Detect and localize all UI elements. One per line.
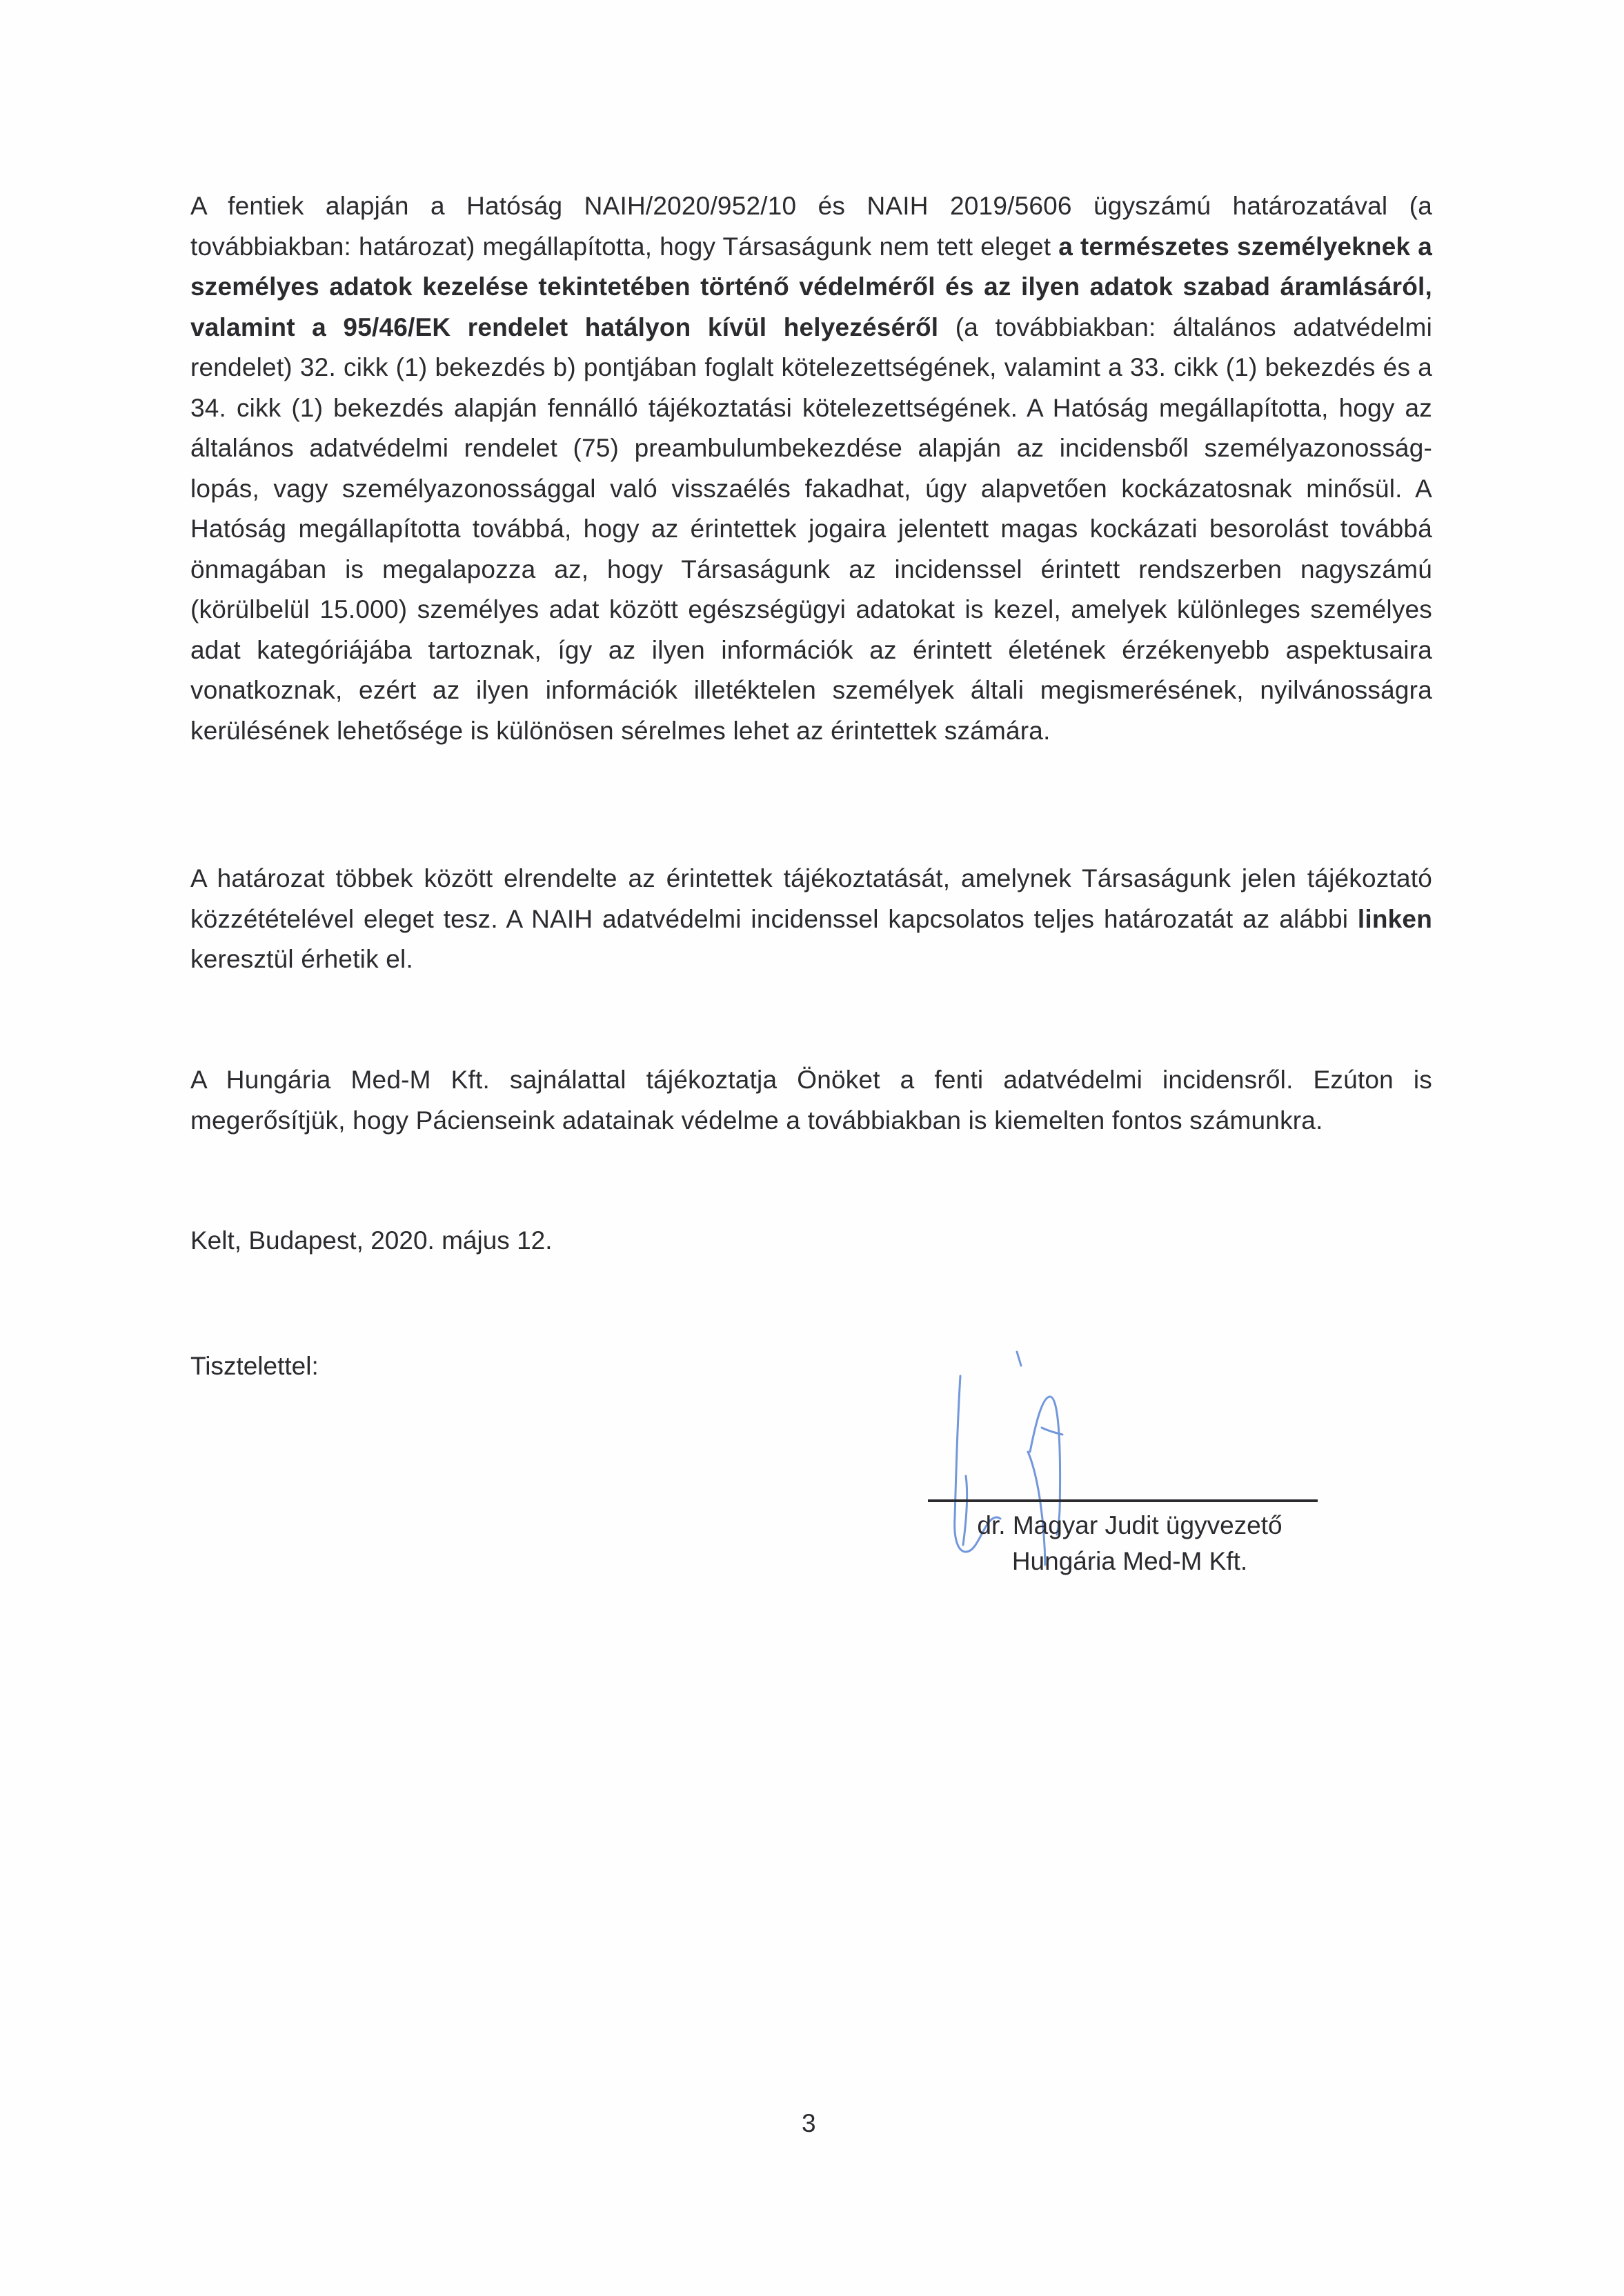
text-segment: A határozat többek között elrendelte az érintettek tájékoztatását, amelynek Társaságunk jelen tájékoztató közzétételével eleget tesz. A NAIH adatvédelmi incidenssel kapcsolatos teljes határozatát az alábbi <box>190 864 1432 933</box>
page-number: 3 <box>802 2109 816 2137</box>
text-segment: A fentiek alapján a Hatóság NAIH/2020/952/10 és NAIH 2019/5606 ügyszámú határozatával (a továbbiakban: határozat) megállapította, hogy Társaságunk nem tett eleget <box>190 192 1432 261</box>
bold-regulation-title: a természetes személyeknek a személyes adatok kezelése tekintetében történő védelméről és az ilyen adatok szabad áramlásáról, valamint a 95/46/EK rendelet hatályon kívül helyezéséről <box>190 232 1433 341</box>
text-segment: (a továbbiakban: általános adatvédelmi rendelet) 32. cikk (1) bekezdés b) pontjában foglalt kötelezettségének, valamint a 33. cikk (1) bekezdés és a 34. cikk (1) bekezdés alapján fennálló tájékoztatási kötelezettségének. A Hatóság megállapította, hogy az általános adatvédelmi rendelet (75) preambulumbekezdése alapján az incidensből személyazonosság-lopás, vagy személyazonossággal való visszaélés fakadhat, úgy alapvetően kockázatosnak minősül. A Hatóság megállapította továbbá, hogy az érintettek jogaira jelentett magas kockázati besorolást továbbá önmagában is megalapozza az, hogy Társaságunk az incidenssel érintett rendszerben nagyszámú (körülbelül 15.000) személyes adat között egészségügyi adatokat is kezel, amelyek különleges személyes adat kategóriájába tartoznak, így az ilyen információk az érintett életének érzékenyebb aspektusaira vonatkoznak, ezért az ilyen információk illetéktelen személyek általi megismerésének, nyilvánosságra kerülésének lehetősége is különösen sérelmes lehet az érintettek számára. <box>190 312 1432 745</box>
signatory-name-title: dr. Magyar Judit ügyvezető <box>977 1511 1283 1539</box>
date-line: Kelt, Budapest, 2020. május 12. <box>190 1226 553 1255</box>
closing-salutation: Tisztelettel: <box>190 1352 319 1380</box>
signature-line <box>928 1499 1318 1502</box>
text-segment: keresztül érhetik el. <box>190 945 413 973</box>
text-segment: A Hungária Med-M Kft. sajnálattal tájékoztatja Önöket a fenti adatvédelmi incidensről. Ezúton is megerősítjük, hogy Pácienseink adatainak védelme a továbbiakban is kiemelten fontos számunkra. <box>190 1066 1432 1135</box>
paragraph-notification-order <box>190 859 1432 980</box>
signatory-company: Hungária Med-M Kft. <box>1011 1547 1248 1575</box>
paragraph-apology <box>190 1060 1432 1141</box>
decision-link[interactable]: linken <box>1357 904 1432 933</box>
paragraph-naih-decision <box>190 186 1432 751</box>
